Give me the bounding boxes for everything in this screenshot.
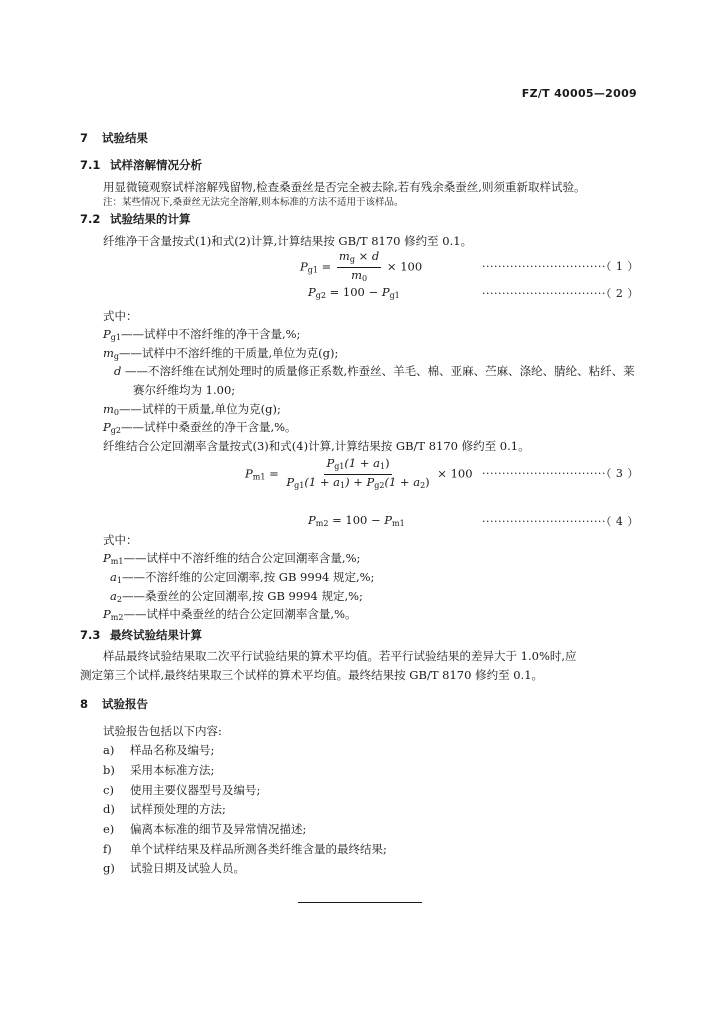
section-number: 7.3 xyxy=(80,628,101,642)
section-7-2-heading xyxy=(80,211,191,227)
definition-pm1: $P_{m1}——$试样中不溶纤维的结合公定回潮率含量,%; xyxy=(103,551,361,566)
equation-4: $P_{m2} = 100 - P_{m1}$ xyxy=(308,513,405,528)
section-title: 试验结果 xyxy=(102,131,148,145)
equation-number: ·······························（ 1 ） xyxy=(482,260,639,273)
section-number: 7.2 xyxy=(80,212,101,226)
section-7-3-heading xyxy=(80,627,202,643)
fraction: $\frac{m_g \times d}{m_0}$ xyxy=(338,249,380,283)
note: 注：某些情况下,桑蚕丝无法完全溶解,则本标准的方法不适用于该样品。 xyxy=(103,197,404,208)
list-item: g) 试验日期及试验人员。 xyxy=(103,861,245,875)
paragraph-line: 测定第三个试样,最终结果取三个试样的算术平均值。最终结果按 GB/T 8170 修约至 0.1。 xyxy=(80,668,544,682)
section-number: 8 xyxy=(80,697,89,711)
list-item: d) 试样预处理的方法; xyxy=(103,802,226,816)
section-title: 试验结果的计算 xyxy=(110,212,191,226)
list-item: f) 单个试样结果及样品所测各类纤维含量的最终结果; xyxy=(103,842,387,856)
definition-pm2: $P_{m2}——$试样中桑蚕丝的结合公定回潮率含量,%。 xyxy=(103,607,357,622)
definition-mg: $m_g——$试样中不溶纤维的干质量,单位为克(g); xyxy=(103,346,339,361)
equation-number: ·······························（ 3 ） xyxy=(482,467,639,480)
paragraph: 纤维结合公定回潮率含量按式(3)和式(4)计算,计算结果按 GB/T 8170 修约至 0.1。 xyxy=(103,439,530,453)
end-rule xyxy=(298,902,422,903)
equation-2: $P_{g2} = 100 - P_{g1}$ xyxy=(308,285,400,300)
section-number: 7 xyxy=(80,131,89,145)
fraction: $\frac{P_{g1}(1 + a_1)}{P_{g1}(1 + a_1) + P_{g2}(1 + a_2)}$ xyxy=(286,456,430,490)
section-title: 最终试验结果计算 xyxy=(110,628,202,642)
paragraph: 用显微镜观察试样溶解残留物,检查桑蚕丝是否完全被去除,若有残余桑蚕丝,则须重新取样试验。 xyxy=(103,180,586,194)
section-7-heading xyxy=(80,130,148,146)
definition-pg2: $P_{g2}——$试样中桑蚕丝的净干含量,%。 xyxy=(103,420,297,435)
paragraph: 试验报告包括以下内容: xyxy=(103,724,222,738)
list-item: e) 偏离本标准的细节及异常情况描述; xyxy=(103,822,307,836)
section-8-heading xyxy=(80,696,148,712)
section-7-1-heading xyxy=(80,157,202,173)
definition-a1: $a_1——$不溶纤维的公定回潮率,按 GB 9994 规定,%; xyxy=(110,570,375,585)
list-item: b) 采用本标准方法; xyxy=(103,763,215,777)
equation-number: ·······························（ 4 ） xyxy=(482,515,639,528)
definition-d: d ——不溶纤维在试剂处理时的质量修正系数,柞蚕丝、羊毛、棉、亚麻、苎麻、涤纶、腈纶、粘纤、莱 xyxy=(114,364,635,378)
section-number: 7.1 xyxy=(80,158,101,172)
list-item: a) 样品名称及编号; xyxy=(103,743,215,757)
where-label: 式中： xyxy=(103,533,138,547)
equation-3: $P_{m1}$ = $\frac{P_{g1}(1 + a_1)}{P_{g1}(1 + a_1) + P_{g2}(1 + a_2)}$ × 100 xyxy=(245,456,473,490)
section-title: 试样溶解情况分析 xyxy=(110,158,202,172)
section-title: 试验报告 xyxy=(102,697,148,711)
standard-code-header: FZ/T 40005—2009 xyxy=(521,87,637,100)
list-item: c) 使用主要仪器型号及编号; xyxy=(103,783,261,797)
definition-m0: $m_0——$试样的干质量,单位为克(g); xyxy=(103,402,281,417)
definition-a2: $a_2——$桑蚕丝的公定回潮率,按 GB 9994 规定,%; xyxy=(110,589,363,604)
equation-number: ·······························（ 2 ） xyxy=(482,287,639,300)
where-label: 式中： xyxy=(103,309,138,323)
paragraph-line: 样品最终试验结果取二次平行试验结果的算术平均值。若平行试验结果的差异大于 1.0%时,应 xyxy=(103,649,577,663)
equation-1: $P_{g1}$ = $\frac{m_g \times d}{m_0}$ × 100 xyxy=(300,249,423,283)
paragraph: 纤维净干含量按式(1)和式(2)计算,计算结果按 GB/T 8170 修约至 0.1。 xyxy=(103,234,473,248)
definition-pg1: $P_{g1}——$试样中不溶纤维的净干含量,%; xyxy=(103,327,301,342)
definition-d-continued: 赛尔纤维均为 1.00; xyxy=(133,383,236,397)
